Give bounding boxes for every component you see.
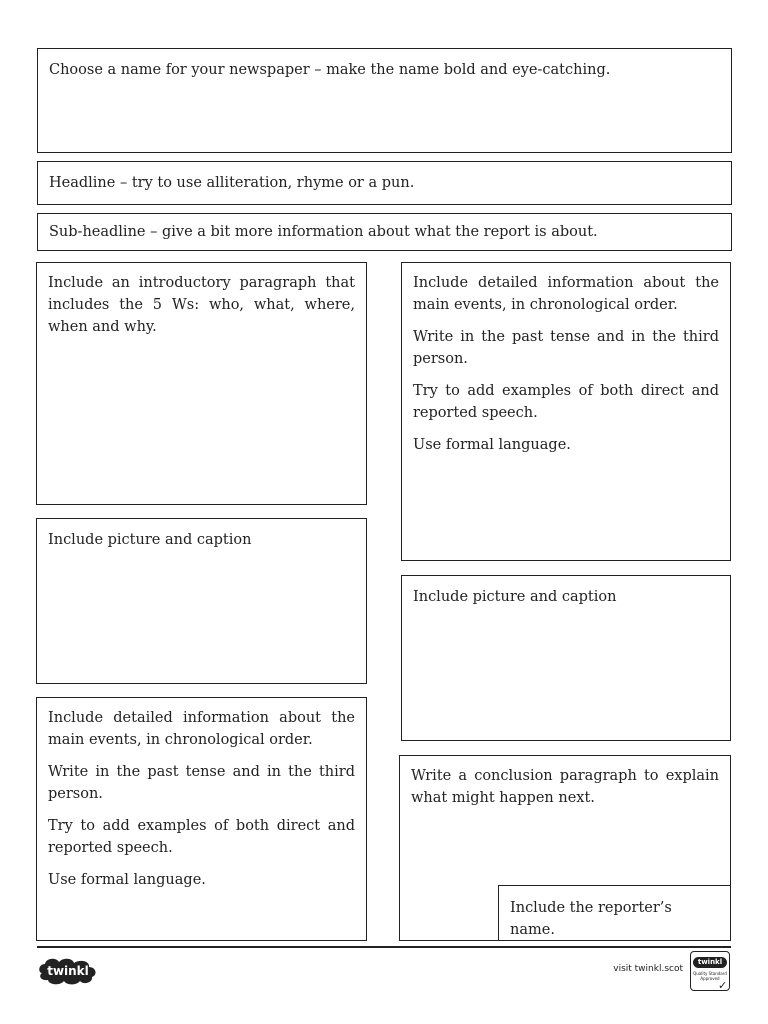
right-details-p4: Use formal language. bbox=[413, 437, 571, 453]
badge-line1: Quality Standard bbox=[693, 971, 727, 976]
right-picture-prompt: Include picture and caption bbox=[413, 589, 617, 605]
badge-brand: twinkl bbox=[693, 957, 727, 968]
left-picture-prompt: Include picture and caption bbox=[48, 532, 252, 548]
quality-standard-badge bbox=[690, 951, 732, 993]
right-details-box bbox=[401, 262, 731, 561]
right-details-p3: Try to add examples of both direct and reported speech. bbox=[413, 383, 719, 421]
left-picture-box bbox=[36, 518, 367, 684]
badge-line2: Approved bbox=[700, 976, 720, 981]
left-details-p4: Use formal language. bbox=[48, 872, 206, 888]
right-details-p2: Write in the past tense and in the third person. bbox=[413, 329, 719, 367]
conclusion-prompt: Write a conclusion paragraph to explain what might happen next. bbox=[411, 768, 719, 806]
right-picture-box bbox=[401, 575, 731, 741]
left-details-box bbox=[36, 697, 367, 941]
intro-paragraph-prompt: Include an introductory paragraph that includes the 5 Ws: who, what, where, when and why. bbox=[48, 275, 355, 335]
subheadline-box bbox=[37, 213, 732, 251]
newspaper-name-box bbox=[37, 48, 732, 153]
reporter-name-box bbox=[498, 885, 731, 941]
headline-box bbox=[37, 161, 732, 205]
left-details-p1: Include detailed information about the main events, in chronological order. bbox=[48, 710, 355, 748]
left-details-p2: Write in the past tense and in the third person. bbox=[48, 764, 355, 802]
twinkl-logo-icon bbox=[36, 955, 100, 987]
footer-divider bbox=[37, 946, 731, 948]
newspaper-name-prompt: Choose a name for your newspaper – make the name bold and eye-catching. bbox=[49, 62, 611, 78]
twinkl-logo bbox=[36, 955, 100, 987]
left-details-p3: Try to add examples of both direct and reported speech. bbox=[48, 818, 355, 856]
twinkl-logo-text: twinkl bbox=[47, 964, 89, 978]
subheadline-prompt: Sub-headline – give a bit more information about what the report is about. bbox=[49, 224, 598, 240]
reporter-name-prompt: Include the reporter’s name. bbox=[510, 900, 672, 938]
intro-paragraph-box bbox=[36, 262, 367, 505]
checkmark-icon: ✓ bbox=[718, 979, 728, 992]
visit-website-text: visit twinkl.scot bbox=[613, 964, 683, 974]
headline-prompt: Headline – try to use alliteration, rhyme or a pun. bbox=[49, 175, 415, 191]
right-details-p1: Include detailed information about the main events, in chronological order. bbox=[413, 275, 719, 313]
